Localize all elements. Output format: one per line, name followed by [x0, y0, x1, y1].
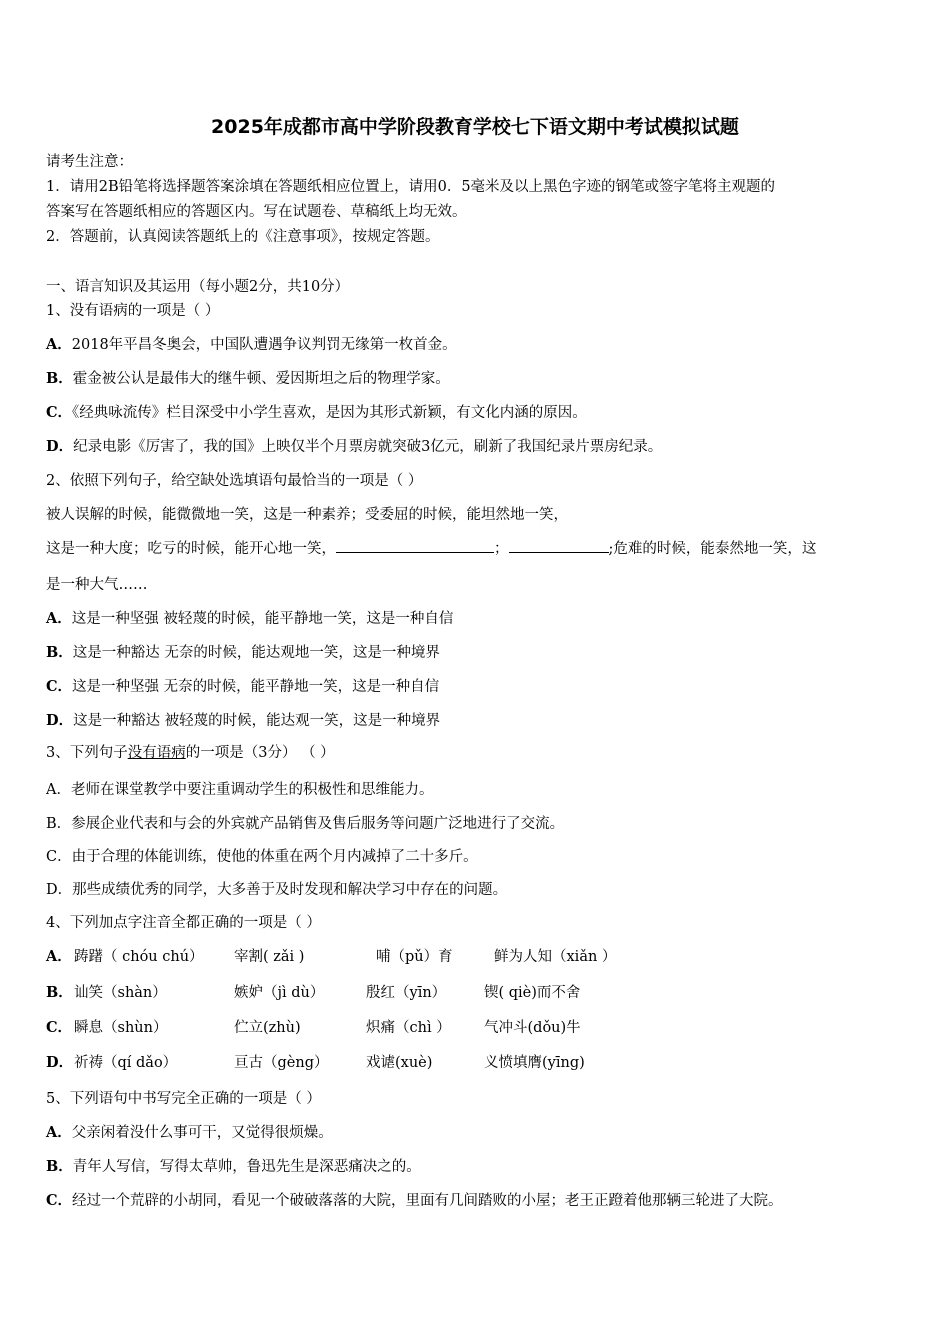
option-letter: A．	[46, 610, 72, 627]
question-4-stem: 4、下列加点字注音全都正确的一项是（ ）	[46, 915, 321, 931]
question-3-option-d: D．那些成绩优秀的同学，大多善于及时发现和解决学习中存在的问题。	[46, 882, 508, 898]
option-item: 瞬息（shùn）	[74, 1020, 168, 1036]
question-5-option-b	[46, 1157, 421, 1177]
section-1-heading: 一、语言知识及其运用（每小题2分，共10分）	[46, 279, 350, 295]
option-text: 这是一种坚强 被轻蔑的时候，能平静地一笑，这是一种自信	[71, 611, 454, 627]
option-item: 锲( qiè)而不舍	[484, 985, 581, 1001]
question-1-option-b	[46, 369, 450, 389]
stem-underlined-text: 没有语病	[127, 745, 186, 761]
option-item: 哺（pǔ）育	[376, 949, 453, 965]
option-item: 宰割( zǎi )	[234, 949, 305, 965]
passage-text: ;危难的时候，能泰然地一笑，这	[608, 541, 817, 557]
option-letter: D．	[46, 712, 74, 729]
option-text: 纪录电影《厉害了，我的国》上映仅半个月票房就突破3亿元，刷新了我国纪录片票房纪录。	[73, 439, 663, 455]
option-letter: D．	[46, 1054, 74, 1071]
question-2-option-d	[46, 711, 440, 731]
question-5-option-c	[46, 1191, 783, 1211]
question-3-stem	[46, 743, 335, 763]
question-2-passage-line-2	[46, 538, 816, 559]
question-4-option-b	[46, 983, 906, 1003]
notice-heading: 请考生注意：	[46, 154, 133, 170]
question-2-option-a	[46, 609, 453, 629]
question-1-option-c	[46, 403, 587, 423]
option-letter: C．	[46, 1019, 73, 1036]
option-text: 霍金被公认是最伟大的继牛顿、爱因斯坦之后的物理学家。	[72, 371, 450, 387]
stem-text: 的一项是（3分） （ ）	[185, 745, 335, 761]
option-item: 祈祷（qí dǎo）	[74, 1055, 178, 1071]
option-item: 炽痛（chì ）	[366, 1020, 451, 1036]
option-letter: B．	[46, 984, 73, 1001]
fill-blank-2[interactable]	[509, 538, 609, 553]
question-3-option-b: B．参展企业代表和与会的外宾就产品销售及售后服务等问题广泛地进行了交流。	[46, 816, 565, 832]
question-5-option-a	[46, 1123, 333, 1143]
option-item: 伫立(zhù)	[234, 1020, 301, 1036]
notice-item-1-line-1: 1．请用2B铅笔将选择题答案涂填在答题纸相应位置上，请用0．5毫米及以上黑色字迹的钢笔或签字笔将主观题的	[46, 179, 776, 195]
option-text: 经过一个荒辟的小胡同，看见一个破破落落的大院，里面有几间踏败的小屋；老王正蹬着他那辆三轮进了大院。	[72, 1193, 783, 1209]
fill-blank-1[interactable]	[336, 538, 494, 553]
option-item: 戏谑(xuè)	[366, 1055, 433, 1071]
question-5-stem: 5、下列语句中书写完全正确的一项是（ ）	[46, 1091, 321, 1107]
option-item: 讪笑（shàn）	[74, 985, 167, 1001]
question-2-passage-line-3: 是一种大气……	[46, 577, 148, 593]
option-item: 嫉妒（jì dù）	[234, 985, 325, 1001]
option-item: 亘古（gèng）	[234, 1055, 329, 1071]
option-letter: A．	[46, 336, 72, 353]
question-1-option-d	[46, 437, 662, 457]
option-item: 殷红（yīn）	[366, 985, 447, 1001]
option-item: 鲜为人知（xiǎn ）	[494, 949, 617, 965]
option-item: 踌躇（ chóu chú）	[74, 949, 204, 965]
option-text: 这是一种坚强 无奈的时候，能平静地一笑，这是一种自信	[72, 679, 440, 695]
option-letter: A．	[46, 948, 72, 965]
question-2-option-c	[46, 677, 439, 697]
option-letter: A．	[46, 1124, 72, 1141]
option-letter: C．	[46, 678, 73, 695]
notice-item-2: 2．答题前，认真阅读答题纸上的《注意事项》，按规定答题。	[46, 229, 440, 245]
question-1-stem: 1、没有语病的一项是（ ）	[46, 303, 220, 319]
question-3-option-c: C．由于合理的体能训练，使他的体重在两个月内减掉了二十多斤。	[46, 849, 478, 865]
passage-text: 这是一种大度；吃亏的时候，能开心地一笑，	[46, 541, 336, 557]
option-letter: B．	[46, 1158, 73, 1175]
option-letter: B．	[46, 644, 73, 661]
option-letter: D．	[46, 438, 74, 455]
option-item: 气冲斗(dǒu)牛	[484, 1020, 581, 1036]
passage-separator: ；	[494, 541, 509, 557]
option-letter: C．	[46, 1192, 73, 1209]
question-2-stem: 2、依照下列句子，给空缺处选填语句最恰当的一项是（ ）	[46, 473, 423, 489]
option-text: 这是一种豁达 无奈的时候，能达观地一笑，这是一种境界	[72, 645, 440, 661]
question-2-passage-line-1: 被人误解的时候，能微微地一笑，这是一种素养；受委屈的时候，能坦然地一笑，	[46, 507, 568, 523]
option-text: 父亲闲着没什么事可干，又觉得很烦燥。	[71, 1125, 333, 1141]
question-4-option-c	[46, 1018, 906, 1038]
option-letter: C．	[46, 404, 73, 421]
question-3-option-a: A．老师在课堂教学中要注重调动学生的积极性和思维能力。	[46, 782, 434, 798]
option-item: 义愤填膺(yīng)	[484, 1055, 585, 1071]
option-text: 2018年平昌冬奥会，中国队遭遇争议判罚无缘第一枚首金。	[71, 337, 457, 353]
option-letter: B．	[46, 370, 73, 387]
page-title: 2025年成都市高中学阶段教育学校七下语文期中考试模拟试题	[211, 116, 739, 138]
option-text: 《经典咏流传》栏目深受中小学生喜欢，是因为其形式新颖，有文化内涵的原因。	[72, 405, 587, 421]
question-2-option-b	[46, 643, 440, 663]
option-text: 青年人写信，写得太草帅，鲁迅先生是深恶痛决之的。	[72, 1159, 421, 1175]
notice-item-1-line-2: 答案写在答题纸相应的答题区内。写在试题卷、草稿纸上均无效。	[46, 204, 467, 220]
option-text: 这是一种豁达 被轻蔑的时候，能达观一笑，这是一种境界	[73, 713, 441, 729]
question-4-option-d	[46, 1053, 906, 1073]
question-1-option-a	[46, 335, 457, 355]
stem-text: 3、下列句子	[46, 745, 128, 761]
question-4-option-a	[46, 947, 906, 967]
